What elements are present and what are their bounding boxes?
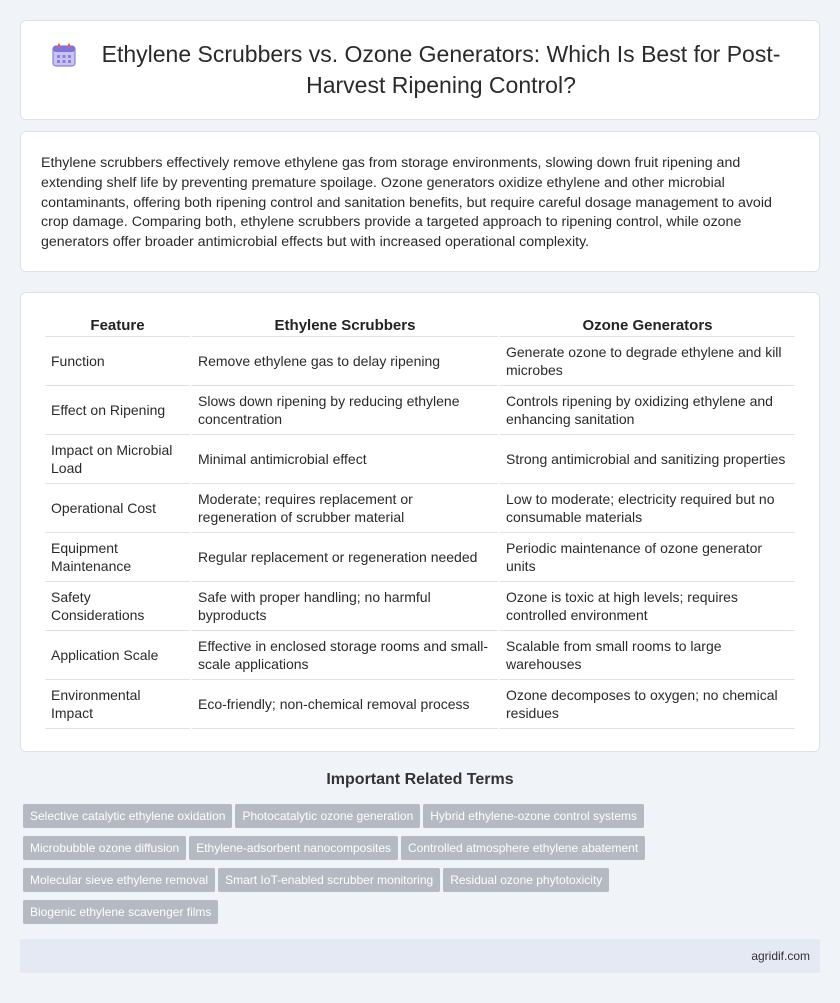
- related-term-tag[interactable]: Controlled atmosphere ethylene abatement: [401, 836, 645, 860]
- intro-paragraph: Ethylene scrubbers effectively remove ethylene gas from storage environments, slowing down fruit ripening and extending shelf life by preventing premature spoilage. Ozone generators oxidize ethylene and other microbial contaminants, offering both ripening control and sanitation benefits, but require careful dosage management to avoid crop damage. Comparing both, ethylene scrubbers provide a targeted approach to ripening control, while ozone generators offer broader antimicrobial effects but with increased operational complexity.: [41, 155, 772, 251]
- feature-cell: Function: [45, 337, 190, 386]
- scrubber-cell: Safe with proper handling; no harmful byproducts: [192, 582, 498, 631]
- header-ethylene-scrubbers: Ethylene Scrubbers: [192, 313, 498, 337]
- ozone-cell: Ozone decomposes to oxygen; no chemical residues: [500, 680, 795, 729]
- table-row: [45, 533, 795, 582]
- feature-cell: Environmental Impact: [45, 680, 190, 729]
- ozone-cell: Generate ozone to degrade ethylene and kill microbes: [500, 337, 795, 386]
- related-term-tag[interactable]: Selective catalytic ethylene oxidation: [23, 804, 232, 828]
- table-row: [45, 582, 795, 631]
- comparison-table-card: [20, 292, 820, 752]
- ozone-cell: Scalable from small rooms to large warehouses: [500, 631, 795, 680]
- header-feature: Feature: [45, 313, 190, 337]
- feature-cell: Operational Cost: [45, 484, 190, 533]
- ozone-cell: Strong antimicrobial and sanitizing properties: [500, 435, 795, 484]
- related-term-tag[interactable]: Smart IoT-enabled scrubber monitoring: [218, 868, 440, 892]
- related-term-tag[interactable]: Molecular sieve ethylene removal: [23, 868, 215, 892]
- ozone-cell: Low to moderate; electricity required but no consumable materials: [500, 484, 795, 533]
- feature-cell: Equipment Maintenance: [45, 533, 190, 582]
- table-header-row: [45, 313, 795, 337]
- scrubber-cell: Remove ethylene gas to delay ripening: [192, 337, 498, 386]
- table-row: [45, 631, 795, 680]
- intro-card: [20, 131, 820, 272]
- footer: [20, 939, 820, 973]
- ozone-cell: Periodic maintenance of ozone generator units: [500, 533, 795, 582]
- ozone-cell: Ozone is toxic at high levels; requires controlled environment: [500, 582, 795, 631]
- related-term-tag[interactable]: Hybrid ethylene-ozone control systems: [423, 804, 644, 828]
- related-terms-heading: Important Related Terms: [326, 771, 514, 788]
- table-row: [45, 337, 795, 386]
- page-title: Ethylene Scrubbers vs. Ozone Generators: Which Is Best for Post-Harvest Ripening Control?: [101, 41, 781, 98]
- footer-site-link[interactable]: agridif.com: [751, 949, 810, 963]
- feature-cell: Safety Considerations: [45, 582, 190, 631]
- table-row: [45, 435, 795, 484]
- table-row: [45, 386, 795, 435]
- header-ozone-generators: Ozone Generators: [500, 313, 795, 337]
- feature-cell: Effect on Ripening: [45, 386, 190, 435]
- table-row: [45, 484, 795, 533]
- comparison-table: [43, 313, 797, 729]
- feature-cell: Application Scale: [45, 631, 190, 680]
- scrubber-cell: Slows down ripening by reducing ethylene concentration: [192, 386, 498, 435]
- title-wrap: [51, 39, 789, 101]
- related-term-tag[interactable]: Microbubble ozone diffusion: [23, 836, 186, 860]
- scrubber-cell: Eco-friendly; non-chemical removal process: [192, 680, 498, 729]
- ozone-cell: Controls ripening by oxidizing ethylene and enhancing sanitation: [500, 386, 795, 435]
- scrubber-cell: Effective in enclosed storage rooms and small-scale applications: [192, 631, 498, 680]
- scrubber-cell: Regular replacement or regeneration needed: [192, 533, 498, 582]
- calendar-icon: [51, 42, 77, 68]
- related-term-tag[interactable]: Ethylene-adsorbent nanocomposites: [189, 836, 398, 860]
- table-row: [45, 680, 795, 729]
- related-term-tag[interactable]: Photocatalytic ozone generation: [235, 804, 420, 828]
- related-term-tag[interactable]: Residual ozone phytotoxicity: [443, 868, 609, 892]
- related-terms-list: [23, 804, 823, 932]
- feature-cell: Impact on Microbial Load: [45, 435, 190, 484]
- related-term-tag[interactable]: Biogenic ethylene scavenger films: [23, 900, 218, 924]
- scrubber-cell: Minimal antimicrobial effect: [192, 435, 498, 484]
- title-card: [20, 20, 820, 120]
- scrubber-cell: Moderate; requires replacement or regeneration of scrubber material: [192, 484, 498, 533]
